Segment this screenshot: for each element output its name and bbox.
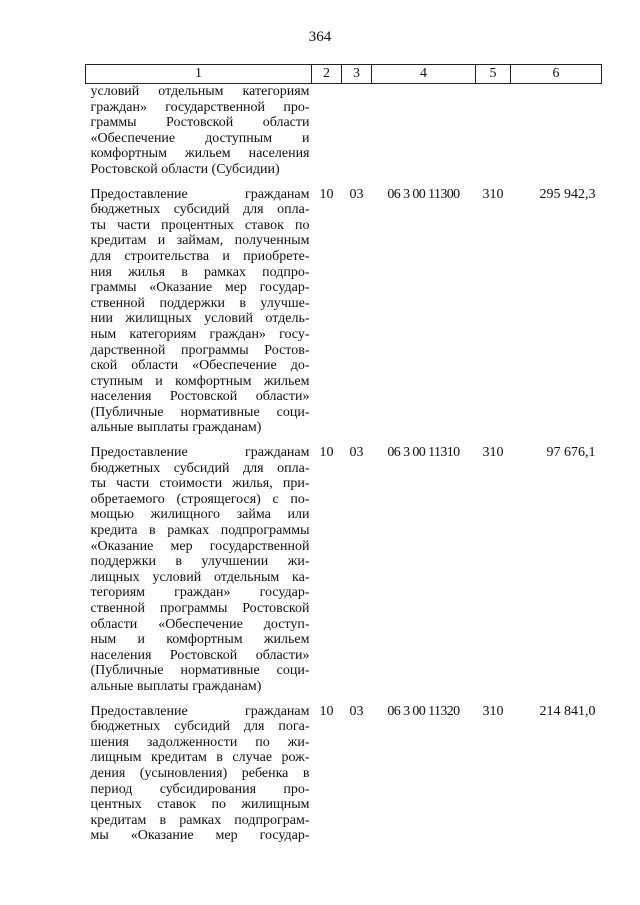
text-line: шения задолженности по жи- xyxy=(90,734,310,750)
table-row xyxy=(86,187,602,437)
text-line: ступным и комфортным жильем xyxy=(90,373,310,389)
text-line: тегориям граждан» государ- xyxy=(90,585,310,601)
section-code: 10 xyxy=(319,445,334,461)
amount: 295 942,3 xyxy=(539,186,596,202)
expense-type-code: 310 xyxy=(482,186,504,202)
text-line: Ростовской области (Субсидии) xyxy=(90,161,280,177)
header-col-4: 4 xyxy=(372,65,476,84)
subsection-code: 03 xyxy=(349,703,364,719)
section-code: 10 xyxy=(319,186,334,202)
header-col-2: 2 xyxy=(312,65,342,84)
text-line: ния жилья в рамках подпро- xyxy=(90,264,310,280)
amount: 214 841,0 xyxy=(539,703,596,719)
row-description xyxy=(86,187,312,437)
section-code: 10 xyxy=(319,703,334,719)
text-line: мы «Оказание мер государ- xyxy=(90,828,310,844)
header-col-6: 6 xyxy=(511,65,602,84)
table-header-row xyxy=(86,65,602,84)
text-line: ственной поддержки в улучше- xyxy=(90,295,310,311)
text-line: комфортным жильем населения xyxy=(90,146,310,162)
text-line: ты части стоимости жилья, при- xyxy=(90,476,310,492)
text-line: альные выплаты гражданам) xyxy=(90,420,262,436)
text-line: населения Ростовской области» xyxy=(90,389,310,405)
target-article-code: 06 3 00 11320 xyxy=(387,703,460,719)
text-line: ской области «Обеспечение до- xyxy=(90,358,310,374)
text-line: бюджетных субсидий для опла- xyxy=(90,202,310,218)
text-line: обретаемого (строящегося) с по- xyxy=(90,491,310,507)
text-line: ным и комфортным жильем xyxy=(90,632,310,648)
header-col-5: 5 xyxy=(476,65,511,84)
text-line: для строительства и приобрете- xyxy=(90,248,310,264)
text-line: «Оказание мер государственной xyxy=(90,538,310,554)
text-line: поддержки в улучшении жи- xyxy=(90,554,310,570)
text-line: кредита в рамках подпрограммы xyxy=(90,523,310,539)
table-row-continuation xyxy=(86,84,602,178)
header-col-1: 1 xyxy=(86,65,312,84)
expense-type-code: 310 xyxy=(482,445,504,461)
text-line: альные выплаты гражданам) xyxy=(90,678,262,694)
text-line: бюджетных субсидий для опла- xyxy=(90,460,310,476)
text-line: мощью жилищного займа или xyxy=(90,507,310,523)
text-line: дения (усыновления) ребенка в xyxy=(90,765,310,781)
text-line: (Публичные нормативные соци- xyxy=(90,404,310,420)
text-line: граммы «Оказание мер государ- xyxy=(90,280,310,296)
text-line: ственной программы Ростовской xyxy=(90,601,310,616)
text-line: бюджетных субсидий для пога- xyxy=(90,719,310,735)
text-line: ты части процентных ставок по xyxy=(90,217,310,233)
budget-table xyxy=(85,64,602,844)
text-line: условий отдельным категориям xyxy=(90,84,310,99)
text-line: кредитам в рамках подпрограм- xyxy=(90,812,310,828)
text-line: лищных условий отдельным ка- xyxy=(90,569,310,585)
row-description xyxy=(86,84,312,178)
page-number: 364 xyxy=(308,29,332,45)
text-line: нии жилищных условий отдель- xyxy=(90,311,310,327)
header-col-3: 3 xyxy=(342,65,372,84)
table-row xyxy=(86,445,602,695)
row-description xyxy=(86,445,312,695)
text-line: Предоставление гражданам xyxy=(90,445,310,461)
text-line: лищным кредитам в случае рож- xyxy=(90,750,310,766)
text-line: Предоставление гражданам xyxy=(90,703,310,719)
text-line: «Обеспечение доступным и xyxy=(90,130,310,146)
text-line: ным категориям граждан» госу- xyxy=(90,326,310,342)
text-line: населения Ростовской области» xyxy=(90,647,310,663)
text-line: кредитам и займам, полученным xyxy=(90,233,310,249)
text-line: дарственной программы Ростов- xyxy=(90,342,310,358)
row-description xyxy=(86,704,312,844)
text-line: области «Обеспечение доступ- xyxy=(90,616,310,632)
text-line: граммы Ростовской области xyxy=(90,115,310,131)
subsection-code: 03 xyxy=(349,445,364,461)
text-line: (Публичные нормативные соци- xyxy=(90,663,310,679)
text-line: центных ставок по жилищным xyxy=(90,797,310,813)
text-line: период субсидирования про- xyxy=(90,781,310,797)
target-article-code: 06 3 00 11310 xyxy=(387,445,460,461)
text-line: граждан» государственной про- xyxy=(90,99,310,115)
text-line: Предоставление гражданам xyxy=(90,186,310,202)
expense-type-code: 310 xyxy=(482,703,504,719)
amount: 97 676,1 xyxy=(546,445,596,461)
target-article-code: 06 3 00 11300 xyxy=(387,186,460,202)
table-row xyxy=(86,704,602,844)
subsection-code: 03 xyxy=(349,186,364,202)
